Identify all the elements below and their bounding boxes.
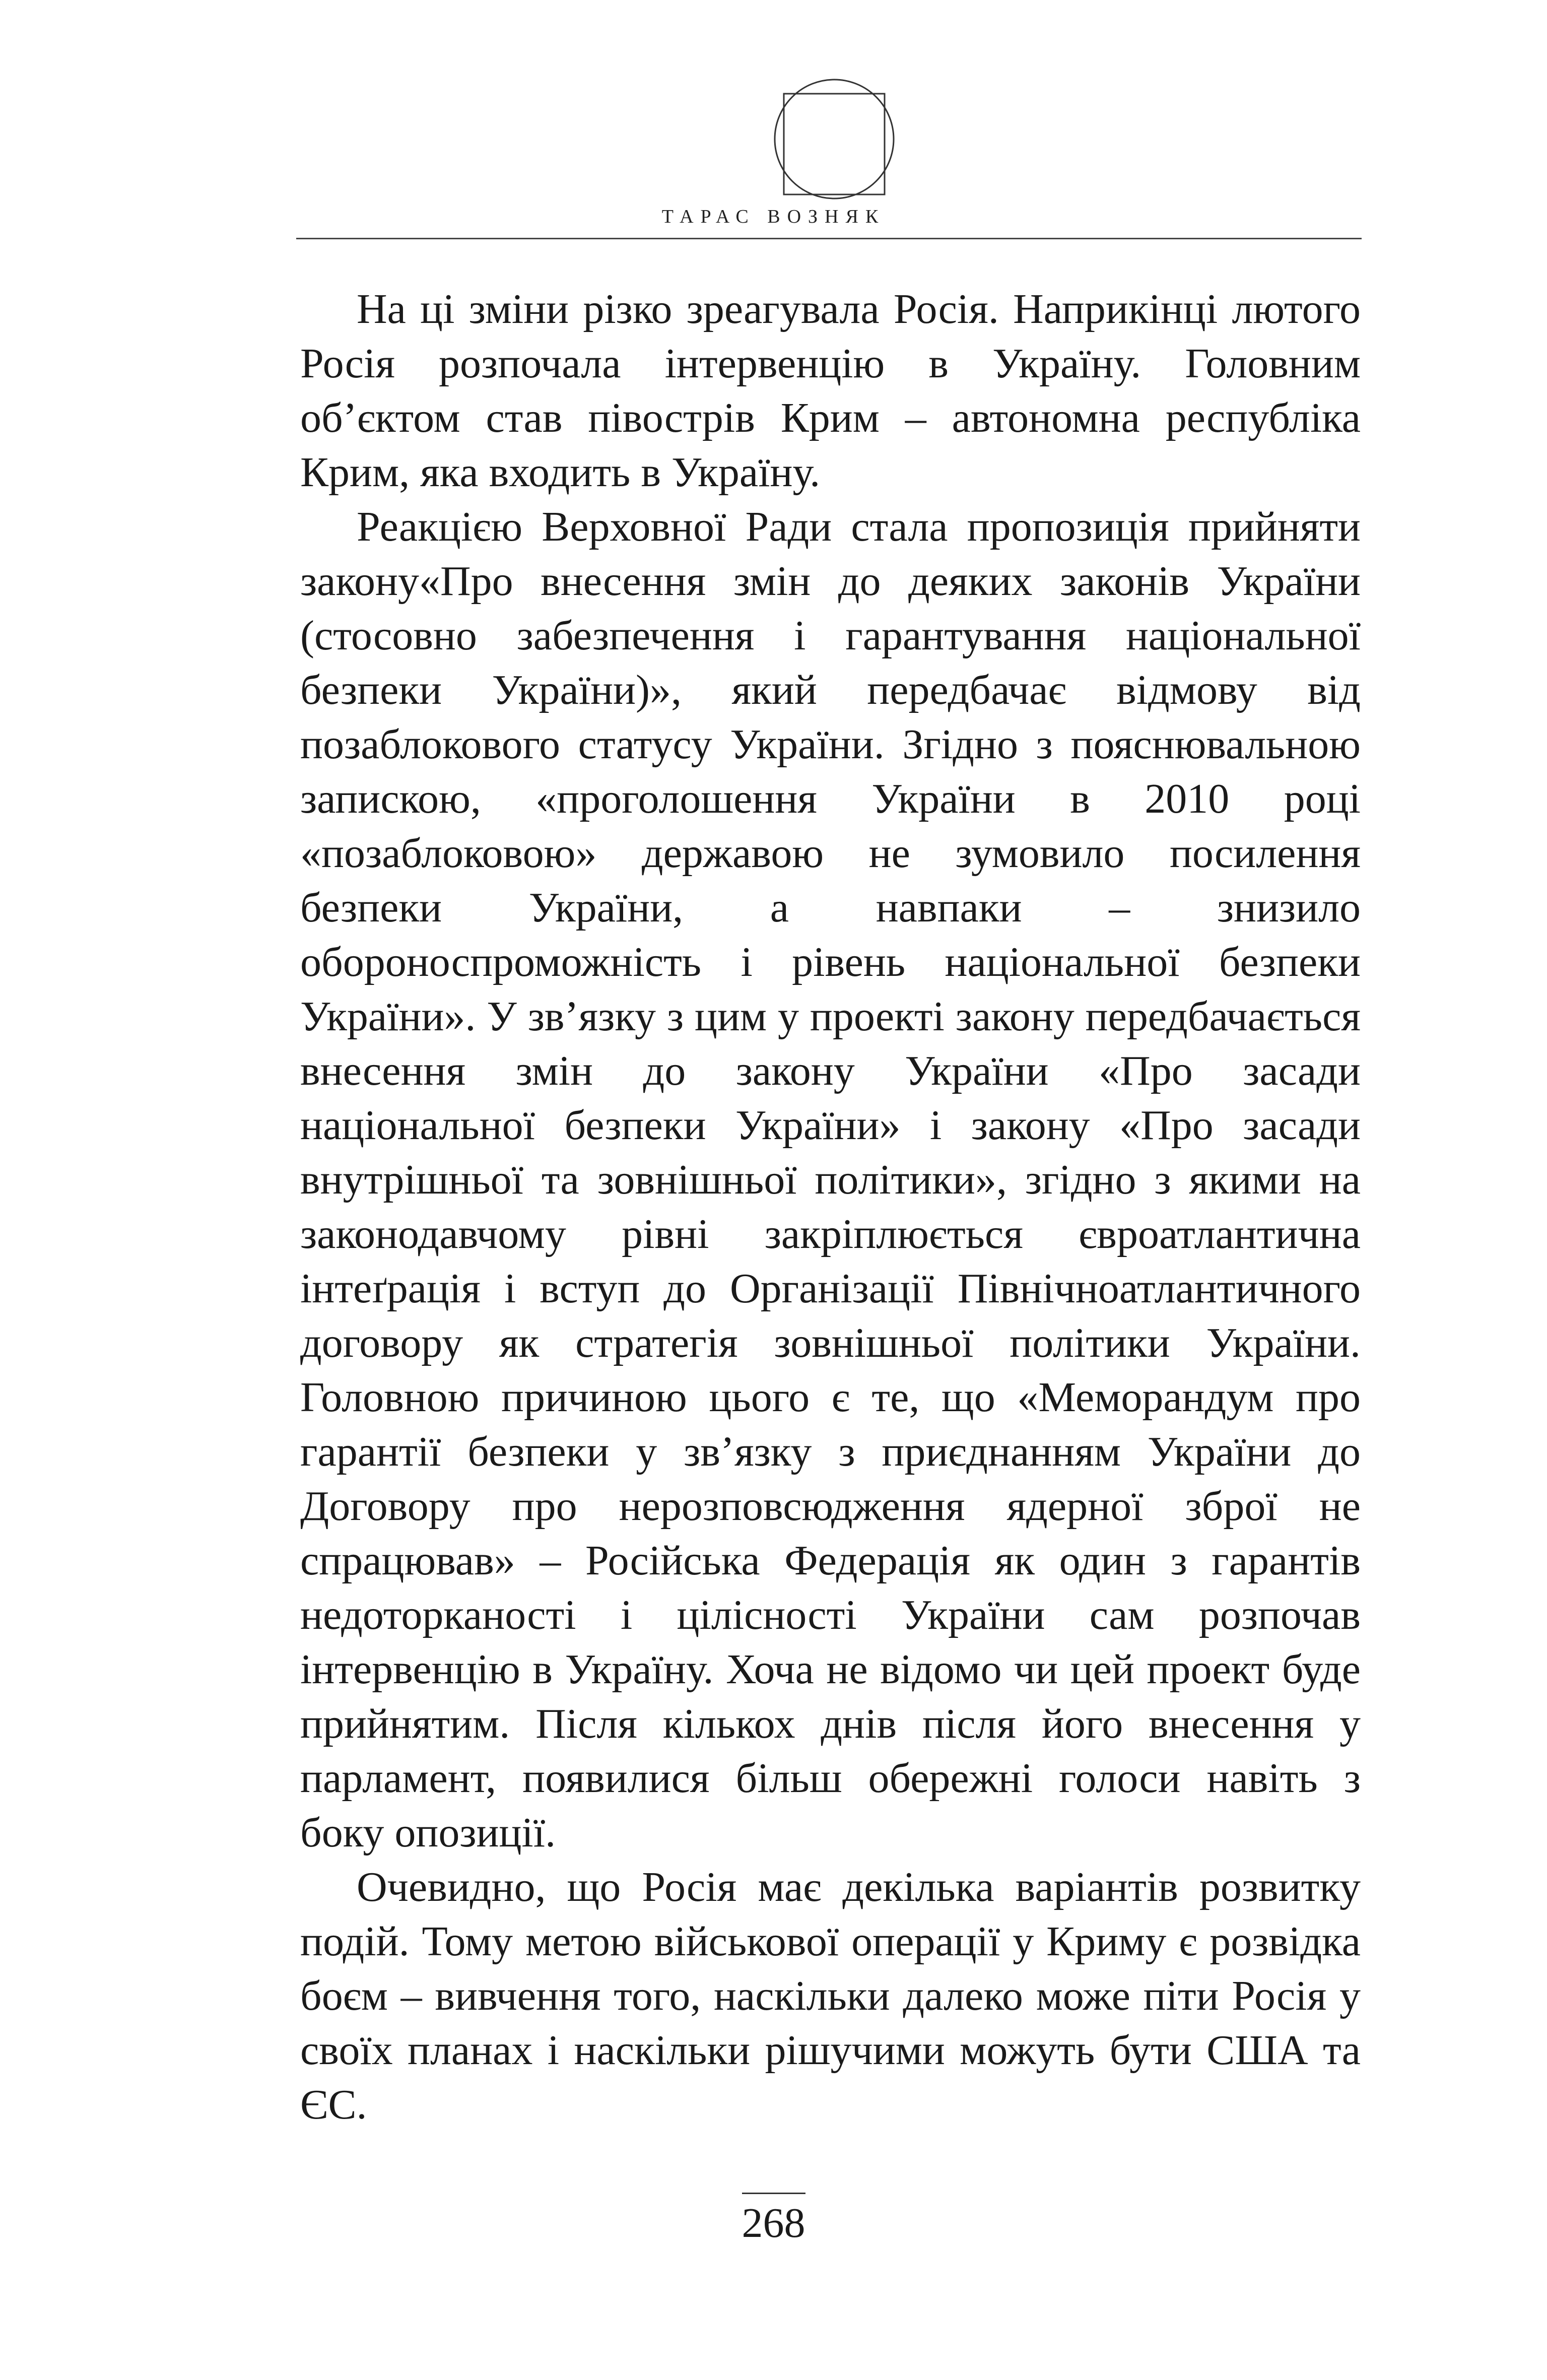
page-number [0,2193,1547,2251]
header-rule [296,238,1362,239]
circle-square-logo-icon [764,69,905,210]
paragraph: На ці зміни різко зреагувала Росія. Наприкінці лютого Росія розпочала інтервенцію в Україну. Головним об’єктом став півострів Крим – автономна республіка Крим, яка входить в Україну. [300,286,1361,496]
page-number-text: 268 [742,2193,805,2251]
body-text [300,282,1361,2132]
paragraph: Реакцією Верховної Ради стала пропозиція прийняти закону«Про внесення змін до деяких законів України (стосовно забезпечення і гарантування національної безпеки України)», який передбачає відмову від позаблокового статусу України. Згідно з пояснювальною запискою, «проголошення України в 2010 році «позаблоковою» державою не зумовило посилення безпеки України, а навпаки – знизило обороноспроможність і рівень національної безпеки України». У зв’язку з цим у проекті закону передбачається внесення змін до закону України «Про засади національної безпеки України» і закону «Про засади внутрішньої та зовнішньої політики», згідно з якими на законодавчому рівні закріплюється євроатлантична інтеґрація і вступ до Організації Північноатлантичного договору як стратегія зовнішньої політики України. Головною причиною цього є те, що «Меморандум про гарантії безпеки у зв’язку з приєднанням України до Договору про нерозповсюдження ядерної зброї не спрацював» – Російська Федерація як один з гарантів недоторканості і цілісності України сам розпочав інтервенцію в Україну. Хоча не відомо чи цей проект буде прийнятим. Після кількох днів після його внесення у парламент, появилися більш обережні голоси навіть з боку опозиції. [300,503,1361,1856]
paragraph: Очевидно, що Росія має декілька варіантів розвитку подій. Тому метою військової операції у Криму є розвідка боєм – вивчення того, наскільки далеко може піти Росія у своїх планах і наскільки рішучими можуть бути США та ЄС. [300,1864,1361,2128]
running-head-author: ТАРАС ВОЗНЯК [661,206,886,227]
